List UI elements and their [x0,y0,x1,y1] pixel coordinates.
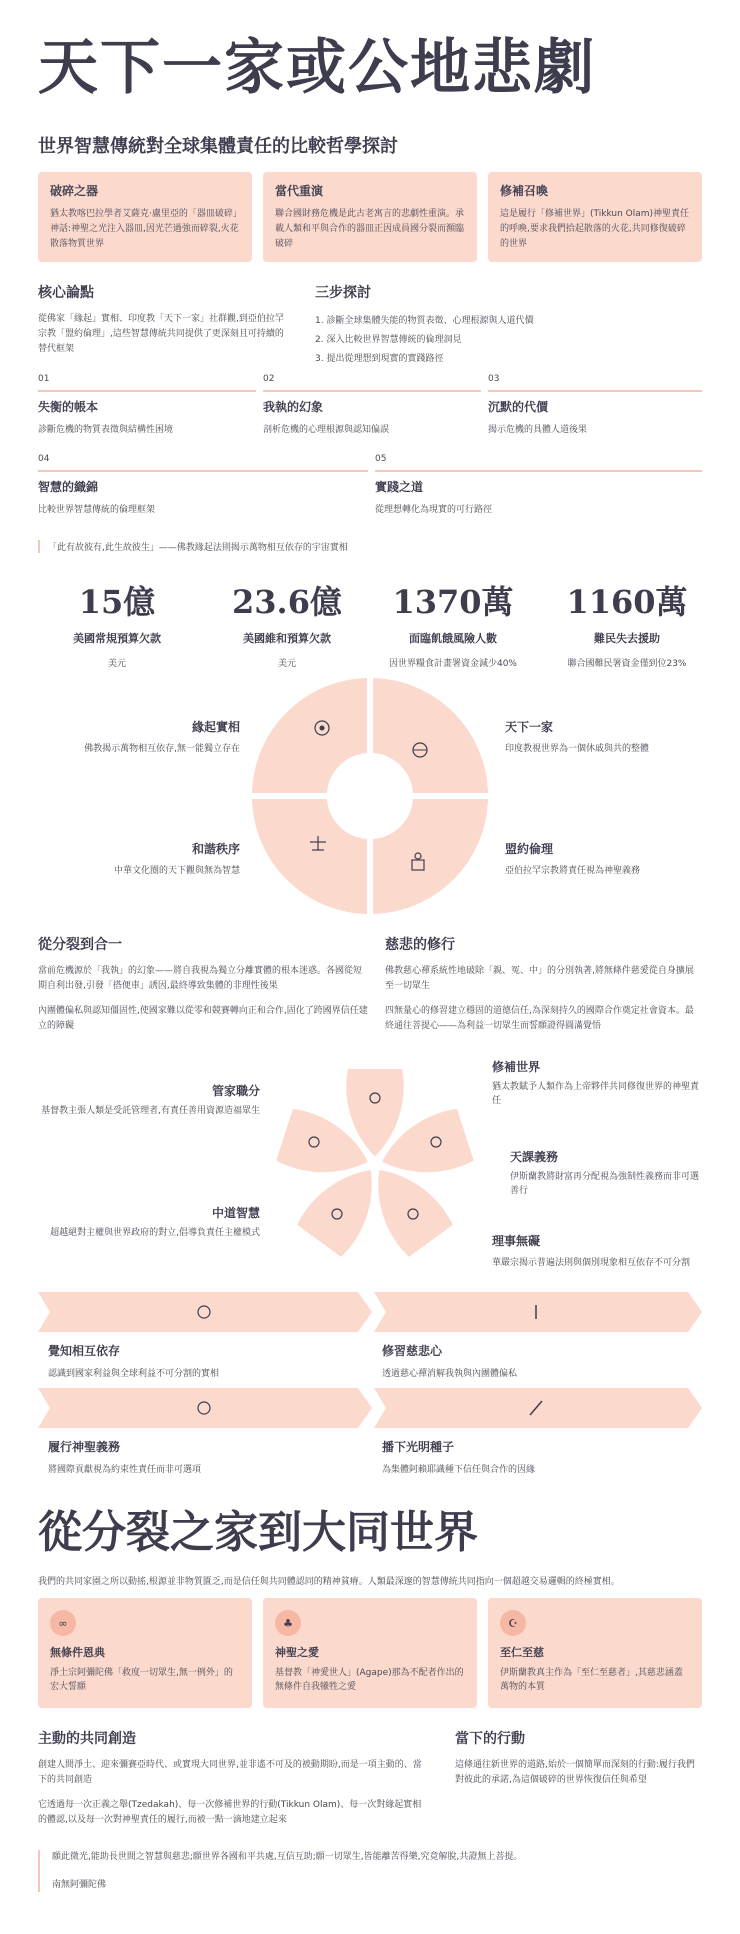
ring-label-desc: 佛教揭示萬物相互依存,無一能獨立存在 [84,744,240,754]
arrow-title: 播下光明種子 [382,1440,455,1454]
step-number: 02 [263,374,275,384]
page-title: 天下一家或公地悲劇 [38,33,596,103]
closing-text: 南無阿彌陀佛 [52,1880,107,1890]
card-title: 無條件恩典 [50,1646,105,1659]
section-para: 創建人間淨土、迎來彌賽亞時代、或實現大同世界,並非遙不可及的被動期盼,而是一項主動的、當下的共同創造 [38,1760,422,1785]
numbered-desc: 剖析危機的心理根源與認知偏誤 [263,425,390,435]
page-subtitle: 世界智慧傳統對全球集體責任的比較哲學探討 [38,136,398,157]
church-icon: ♣ [275,1610,301,1636]
section2-intro: 我們的共同家園之所以動搖,根源並非物質匱乏,而是信任與共同體認同的精神貧瘠。人類最深邃的智慧傳統共同指向一個超越交易邏輯的終極實相。 [38,1577,620,1587]
ring-segment [373,678,488,793]
steps-title: 三步探討 [315,285,371,301]
step-item: 3. 提出從理想到現實的實踐路徑 [315,354,444,364]
prayer-text: 願此微光,能助長世間之智慧與慈悲;願世界各國和平共處,互信互助;願一切眾生,皆能離苦得樂,究竟解脫,共證無上菩提。 [52,1852,523,1862]
section-para: 佛教慈心禪系統性地破除「親、冤、中」的分別執著,將無條件慈愛從自身擴展至一切眾生 [385,966,694,991]
divider [488,390,702,392]
stat-value: 15億 [78,583,156,621]
core-argument [38,282,288,357]
card-broken-vessel [38,172,252,262]
numbered-title: 沉默的代價 [488,400,549,414]
section-para: 四無量心的修習建立穩固的道德信任,為深刻持久的國際合作奠定社會資本。最終通往菩提心——為利益一切眾生而誓願證得圓滿覺悟 [385,1006,694,1031]
numbered-desc: 揭示危機的具體人道後果 [488,425,588,435]
three-steps [315,282,695,369]
ring-label-title: 和諧秩序 [191,842,240,856]
card-title: 神聖之愛 [275,1646,319,1659]
stat-value: 1370萬 [392,583,514,621]
core-desc: 從佛家「緣起」實相、印度教「天下一家」社群觀,到亞伯拉罕宗教「盟約倫理」,這些智慧傳統共同提供了更深刻且可持續的替代框架 [38,314,284,354]
numbered-title: 我執的幻象 [263,400,324,414]
divider [38,390,256,392]
ring-label-desc: 中華文化圈的天下觀與無為智慧 [113,866,240,876]
step-number: 03 [488,374,500,384]
petal-label-title: 管家職分 [211,1084,260,1098]
card-unconditional-grace [38,1598,252,1708]
ring-label-title: 盟約倫理 [505,842,554,856]
petal-label-desc: 伊斯蘭教將財富再分配視為強制性義務而非可選善行 [510,1172,700,1196]
quote-block: 「此有故彼有,此生故彼生」——佛教緣起法則揭示萬物相互依存的宇宙實相 [38,540,348,553]
divider [263,390,481,392]
arrow-desc: 透過慈心禪消解我執與內團體偏私 [382,1369,518,1379]
section2-title: 從分裂之家到大同世界 [38,1507,478,1558]
card-title: 當代重演 [275,184,324,198]
petal-label-desc: 基督教主張人類是受託管理者,有責任善用資源造福眾生 [41,1106,260,1116]
core-title: 核心論點 [38,285,94,301]
card-most-merciful [488,1598,702,1708]
step-item: 2. 深入比較世界智慧傳統的倫理洞見 [315,335,462,345]
section-title: 當下的行動 [455,1731,525,1747]
stat-label: 難民失去援助 [594,632,660,645]
arrow-band-2 [38,1388,704,1428]
arrow-shape [38,1388,372,1428]
card-modern-reenactment [263,172,477,262]
numbered-desc: 診斷危機的物質表徵與結構性困境 [38,425,174,435]
section-para: 這條通往新世界的道路,始於一個簡單而深刻的行動:履行我們對彼此的承諾,為這個破碎的世界恢復信任與希望 [455,1760,695,1785]
ring-segment [252,678,367,793]
ring-label-title: 天下一家 [505,720,554,734]
ring-label-desc: 印度教視世界為一個休戚與共的整體 [505,744,650,754]
card-desc: 淨土宗阿彌陀佛「救度一切眾生,無一例外」的宏大誓願 [50,1668,233,1692]
stat-label: 美國常規預算欠款 [73,632,161,645]
section-para: 當前危機源於「我執」的幻象——將自我視為獨立分離實體的根本迷惑。各國從短期自利出發,引發「搭便車」誘因,最終導致集體的非理性後果 [38,966,363,991]
arrow-desc: 將國際貢獻視為約束性責任而非可選項 [48,1465,202,1475]
split-to-unity [38,934,368,1034]
stat-hunger-risk [378,580,528,669]
petal-label-title: 理事無礙 [492,1234,541,1248]
petal-label-title: 修補世界 [492,1060,541,1074]
step-item: 1. 診斷全球集體失能的物質表徵、心理根源與人道代價 [315,316,534,326]
arrow-desc: 認識到國家利益與全球利益不可分割的實相 [48,1369,220,1379]
card-desc: 這是履行「修補世界」(Tikkun Olam)神聖責任的呼喚,要求我們拾起散落的火花,共同修復破碎的世界 [500,209,690,249]
card-title: 修補召喚 [500,184,549,198]
arrow-shape [374,1388,702,1428]
ring-segment [252,799,367,914]
stat-sub: 聯合國難民署資金僅到位23% [567,659,687,669]
stat-label: 面臨飢餓風險人數 [409,632,497,645]
numbered-title: 失衡的帳本 [38,400,99,414]
arrow-desc: 為集體阿賴耶識種下信任與合作的因緣 [382,1465,536,1475]
divider [38,470,368,472]
section-title: 從分裂到合一 [38,937,122,953]
step-number: 04 [38,454,50,464]
divider [375,470,702,472]
arrow-title: 修習慈悲心 [382,1344,443,1358]
numbered-desc: 從理想轉化為現實的可行路徑 [375,505,493,515]
step-number: 01 [38,374,50,384]
petal-label-desc: 華嚴宗揭示普遍法則與個別現象相互依存不可分割 [492,1258,691,1268]
stat-regular-arrears [42,580,192,669]
stat-label: 美國維和預算欠款 [243,632,331,645]
compassion-practice [385,934,702,1034]
section-title: 慈悲的修行 [385,937,455,953]
steps-list [315,312,695,369]
card-title: 至仁至慈 [500,1646,544,1659]
mosque-icon: ☪ [500,1610,526,1636]
present-action [455,1728,702,1788]
ring-label-desc: 亞伯拉罕宗教將責任視為神聖義務 [505,866,641,876]
stat-peacekeeping-arrears [212,580,362,669]
petal-diagram [260,1052,490,1282]
ring-segment [373,799,488,914]
stat-refugee-aid [552,580,702,669]
numbered-title: 智慧的織錦 [38,480,99,494]
petal-label-desc: 猶太教賦予人類作為上帝夥伴共同修復世界的神聖責任 [492,1082,700,1106]
arrow-shape [38,1292,372,1332]
petal-label-title: 天課義務 [510,1150,559,1164]
section-para: 內團體偏私與認知僵固性,使國家難以從零和競賽轉向正和合作,固化了跨國界信任建立的障礙 [38,1006,368,1031]
stat-value: 1160萬 [566,583,688,621]
card-desc: 聯合國財務危機是此古老寓言的悲劇性重演。承載人類和平與合作的器皿正因成員國分裂而瀕臨破碎 [275,209,465,249]
section-para: 它透過每一次正義之舉(Tzedakah)、每一次修補世界的行動(Tikkun Olam)、每一次對緣起實相的體認,以及每一次對神聖責任的履行,而被一點一滴地建立起來 [38,1800,422,1825]
card-desc: 伊斯蘭教真主作為「至仁至慈者」,其慈悲涵蓋萬物的本質 [500,1668,683,1692]
closing-prayer [38,1850,702,1892]
stat-sub: 因世界糧食計畫署資金減少40% [388,659,517,669]
arrow-shape [374,1292,702,1332]
stat-sub: 美元 [107,659,126,669]
arrow-band-1 [38,1292,704,1332]
infinity-icon: ∞ [50,1610,76,1636]
numbered-desc: 比較世界智慧傳統的倫理框架 [38,505,156,515]
stat-sub: 美元 [277,659,296,669]
numbered-title: 實踐之道 [375,480,424,494]
petal-label-desc: 超越絕對主權與世界政府的對立,倡導負責任主權模式 [50,1228,260,1238]
card-title: 破碎之器 [50,184,99,198]
arrow-title: 覺知相互依存 [48,1344,121,1358]
step-number: 05 [375,454,387,464]
ring-label-title: 緣起實相 [191,720,240,734]
arrow-title: 履行神聖義務 [48,1440,121,1454]
active-co-creation [38,1728,428,1828]
card-desc: 猶太教喀巴拉學者艾薩克·盧里亞的「器皿破碎」神話:神聖之光注入器皿,因光芒過強而碎裂,火花散落物質世界 [50,209,239,249]
card-desc: 基督教「神愛世人」(Agape)那為不配者作出的無條件自我犧牲之愛 [275,1668,464,1692]
card-repair-call [488,172,702,262]
card-divine-love [263,1598,477,1708]
stat-value: 23.6億 [232,583,342,621]
petal-label-title: 中道智慧 [211,1206,260,1220]
section-title: 主動的共同創造 [38,1731,136,1747]
ring-diagram [250,676,490,916]
